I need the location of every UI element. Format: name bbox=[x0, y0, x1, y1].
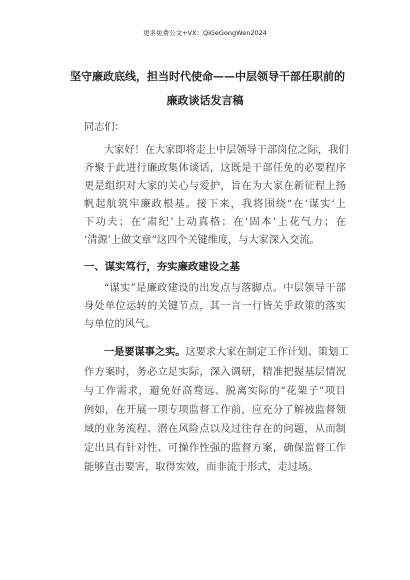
document-title-line-1: 坚守廉政底线，担当时代使命——中层领导干部任职前的 bbox=[70, 70, 345, 83]
paragraph-3-line-2: 作方案时，务必立足实际，深入调研，精准把握基层情况 bbox=[84, 367, 346, 378]
paragraph-3-line-1-rest: 这要求大家在制定工作计划、策划工 bbox=[185, 347, 349, 358]
page-header-text: 更多免费公文+VX：QiGeGongWen2024 bbox=[143, 29, 267, 37]
paragraph-2-line-1: “谋实”是廉政建设的出发点与落脚点。中层领导干部 bbox=[104, 283, 346, 294]
paragraph-3-line-3: 与工作需求，避免好高骛远、脱离实际的“花架子”项目 bbox=[84, 386, 346, 397]
paragraph-3-line-7: 能够直击要害，取得实效，而非流于形式，走过场。 bbox=[84, 462, 319, 473]
paragraph-3-line-5: 域的业务流程、潜在风险点以及过往存在的问题，从而制 bbox=[84, 424, 346, 435]
paragraph-2-line-3: 与单位的风气。 bbox=[84, 319, 156, 330]
paragraph-1-line-1: 大家好！在大家即将走上中层领导干部岗位之际，我们 bbox=[104, 145, 349, 156]
salutation: 同志们： bbox=[84, 122, 125, 133]
paragraph-1-line-3: 更是组织对大家的关心与爱护，旨在为大家在新征程上扬 bbox=[84, 181, 346, 192]
paragraph-2-line-2: 身处单位运转的关键节点，其一言一行皆关乎政策的落实 bbox=[84, 301, 346, 312]
section-1-heading: 一、谋实笃行，夯实廉政建设之基 bbox=[84, 261, 240, 273]
document-title-line-2: 廉政谈话发言稿 bbox=[166, 94, 244, 107]
paragraph-3-line-6: 定出具有针对性、可操作性强的监督方案，确保监督工作 bbox=[84, 443, 346, 454]
paragraph-3-lead: 一是要谋事之实。 bbox=[104, 347, 186, 358]
paragraph-1-line-5: 下功夫；在‘肃纪’上动真格；在‘固本’上花气力；在 bbox=[84, 217, 346, 228]
paragraph-1-line-4: 帆起航筑牢廉政根基。接下来，我将围绕“在‘谋实’上 bbox=[84, 199, 346, 210]
paragraph-3-line-1 bbox=[104, 346, 349, 359]
paragraph-3-line-4: 例如，在开展一项专项监督工作前，应充分了解被监督领 bbox=[84, 405, 346, 416]
paragraph-1-line-2: 齐聚于此进行廉政集体谈话，这既是干部任免的必要程序 bbox=[84, 163, 346, 174]
paragraph-1-line-6: ‘清源’上做文章”这四个关键维度，与大家深入交流。 bbox=[84, 235, 320, 246]
